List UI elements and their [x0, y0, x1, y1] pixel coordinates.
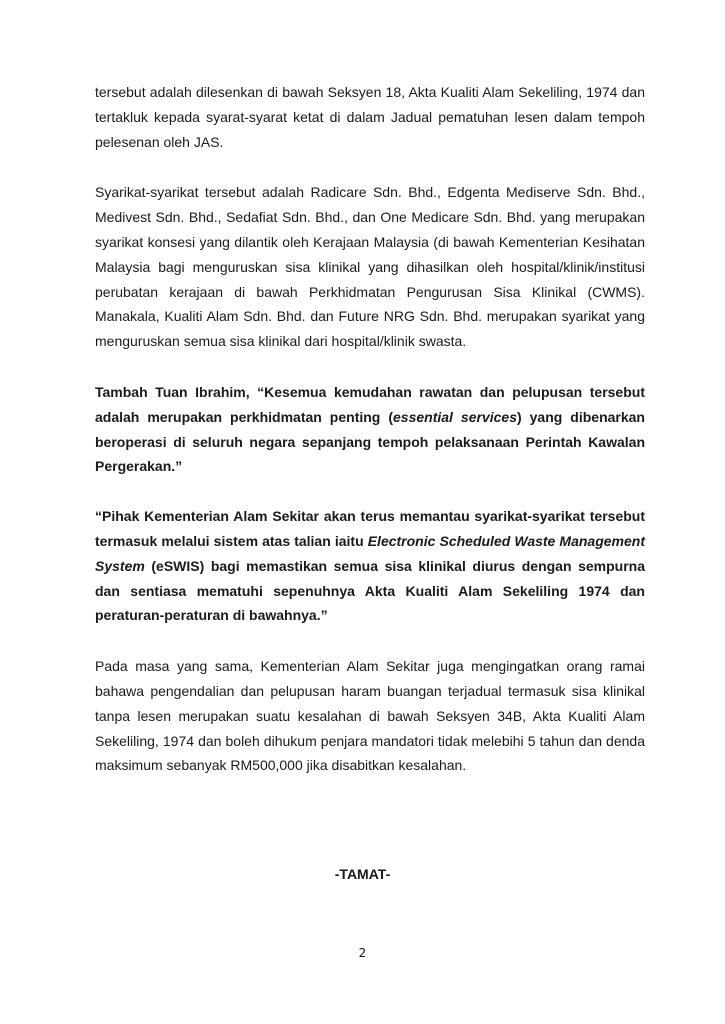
end-marker: -TAMAT- — [334, 866, 391, 882]
quote-italic-term: Electronic Scheduled Waste Management System — [95, 532, 645, 574]
paragraph-warning: Pada masa yang sama, Kementerian Alam Sekitar juga mengingatkan orang ramai bahawa pengendalian dan pelupusan haram buangan terjadual termasuk sisa klinikal tanpa lesen merupakan suatu kesalahan di bawah Seksyen 34B, Akta Kualiti Alam Sekeliling, 1974 dan boleh dihukum penjara mandatori tidak melebihi 5 tahun dan denda maksimum sebanyak RM500,000 jika disabitkan kesalahan. — [95, 658, 645, 774]
paragraph-quote-minister — [95, 380, 645, 479]
paragraph-companies: Syarikat-syarikat tersebut adalah Radicare Sdn. Bhd., Edgenta Mediserve Sdn. Bhd., Medivest Sdn. Bhd., Sedafiat Sdn. Bhd., dan One Medicare Sdn. Bhd. yang merupakan syarikat konsesi yang dilantik oleh Kerajaan Malaysia (di bawah Kementerian Kesihatan Malaysia bagi menguruskan sisa klinikal yang dihasilkan oleh hospital/klinik/institusi perubatan kerajaan di bawah Perkhidmatan Pengurusan Sisa Klinikal (CWMS). Manakala, Kualiti Alam Sdn. Bhd. dan Future NRG Sdn. Bhd. merupakan syarikat yang menguruskan semua sisa klinikal dari hospital/klinik swasta. — [95, 184, 645, 350]
quote-text-part: “Pihak Kementerian Alam Sekitar akan terus memantau syarikat-syarikat tersebut termasuk melalui sistem atas talian iaitu — [95, 508, 645, 549]
page-number: 2 — [358, 946, 367, 960]
quote-text-part: (eSWIS) bagi memastikan semua sisa klinikal diurus dengan sempurna dan sentiasa mematuhi sepenuhnya Akta Kualiti Alam Sekeliling 1974 dan peraturan-peraturan di bawahnya.” — [95, 557, 645, 624]
document-body — [95, 80, 645, 778]
quote-text-part: Tambah Tuan Ibrahim, “Kesemua kemudahan rawatan dan pelupusan tersebut adalah merupakan perkhidmatan penting ( — [95, 383, 645, 425]
quote-text-part: ) yang dibenarkan beroperasi di seluruh negara sepanjang tempoh pelaksanaan Perintah Kawalan Pergerakan.” — [95, 408, 645, 475]
paragraph-quote-ministry — [95, 504, 645, 628]
quote-italic-term: essential services — [393, 408, 517, 425]
paragraph-licensing: tersebut adalah dilesenkan di bawah Seksyen 18, Akta Kualiti Alam Sekeliling, 1974 dan tertakluk kepada syarat-syarat ketat di dalam Jadual pematuhan lesen dalam tempoh pelesenan oleh JAS. — [95, 84, 645, 150]
